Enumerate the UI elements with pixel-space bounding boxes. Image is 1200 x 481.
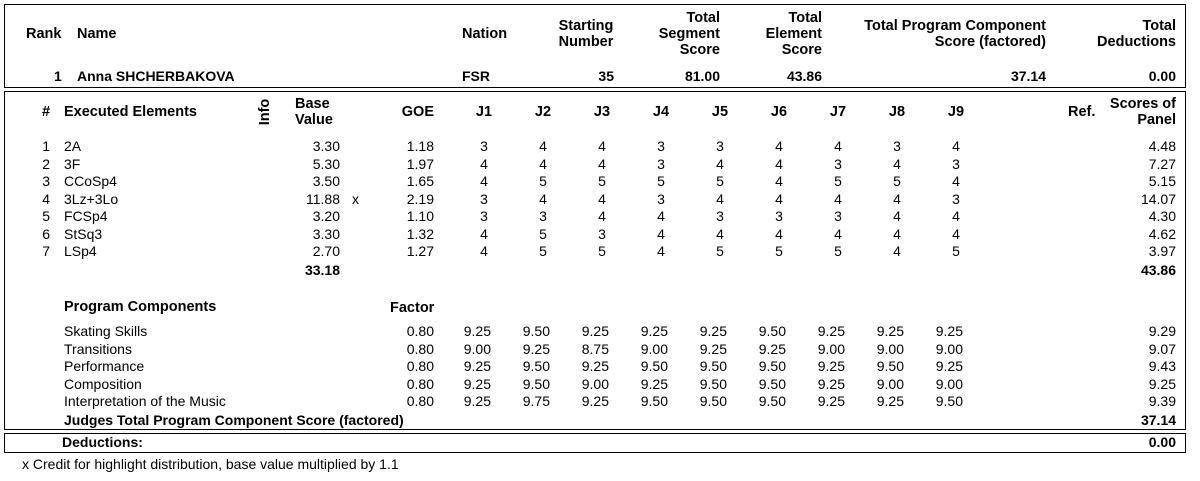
element-judge-score: 4 — [716, 190, 724, 207]
starting-number-header: Starting Number — [558, 18, 614, 50]
component-name: Interpretation of the Music — [64, 393, 226, 409]
skater-starting-number: 35 — [598, 68, 614, 84]
component-name: Transitions — [64, 340, 132, 357]
element-judge-score: 4 — [657, 225, 665, 242]
judges-total-pcs-value: 37.14 — [1140, 412, 1176, 428]
element-goe: 1.18 — [406, 138, 434, 154]
element-row-number: 6 — [42, 225, 50, 242]
rank-header: Rank — [26, 26, 62, 42]
deductions-box — [4, 433, 1186, 453]
element-judge-score: 4 — [716, 225, 724, 242]
element-code: StSq3 — [64, 225, 103, 242]
component-panel-score: 9.29 — [1148, 323, 1176, 339]
element-code: CCoSp4 — [64, 173, 117, 189]
component-judge-score: 9.25 — [581, 393, 609, 409]
judge-header-1: J1 — [475, 104, 493, 120]
deductions-value: 0.00 — [1148, 434, 1176, 450]
panel-header: Scores of Panel — [1109, 96, 1176, 128]
executed-elements-header: Executed Elements — [64, 104, 197, 120]
element-judge-score: 4 — [480, 155, 488, 172]
element-highlight-mark: x — [352, 190, 359, 207]
component-panel-score: 9.39 — [1148, 393, 1176, 409]
element-base-value: 3.30 — [312, 225, 340, 242]
element-judge-score: 3 — [480, 190, 488, 207]
component-judge-score: 9.50 — [935, 393, 963, 409]
element-judge-score: 3 — [952, 155, 960, 172]
element-code: FCSp4 — [64, 208, 108, 224]
component-factor: 0.80 — [406, 358, 434, 374]
component-judge-score: 9.00 — [935, 375, 963, 392]
component-factor: 0.80 — [406, 375, 434, 392]
component-judge-score: 9.25 — [640, 323, 668, 339]
component-judge-score: 9.50 — [758, 323, 786, 339]
component-panel-score: 9.43 — [1148, 358, 1176, 374]
component-judge-score: 9.00 — [463, 340, 491, 357]
element-judge-score: 3 — [834, 208, 842, 224]
element-judge-score: 3 — [480, 138, 488, 154]
component-judge-score: 9.50 — [758, 358, 786, 374]
element-goe: 1.27 — [406, 243, 434, 259]
component-judge-score: 8.75 — [581, 340, 609, 357]
factor-header: Factor — [390, 300, 435, 316]
element-judge-score: 4 — [893, 243, 901, 259]
judge-header-6: J6 — [770, 104, 788, 120]
element-base-value: 11.88 — [306, 190, 340, 207]
element-judge-score: 5 — [657, 173, 665, 189]
footnote: x Credit for highlight distribution, base value multiplied by 1.1 — [22, 456, 399, 472]
element-judge-score: 3 — [480, 208, 488, 224]
judge-header-4: J4 — [652, 104, 670, 120]
tss-header: Total Segment Score — [658, 10, 720, 58]
element-judge-score: 4 — [598, 138, 606, 154]
component-name: Skating Skills — [64, 323, 148, 339]
deductions-label: Deductions: — [62, 434, 143, 450]
deductions-header: Total Deductions — [1097, 18, 1176, 50]
component-judge-score: 9.25 — [935, 323, 963, 339]
component-judge-score: 9.75 — [522, 393, 550, 409]
component-panel-score: 9.07 — [1148, 340, 1176, 357]
element-panel-score: 4.48 — [1148, 138, 1176, 154]
component-factor: 0.80 — [406, 340, 434, 357]
component-judge-score: 9.00 — [876, 375, 904, 392]
component-judge-score: 9.50 — [758, 375, 786, 392]
judge-header-5: J5 — [711, 104, 729, 120]
element-judge-score: 4 — [952, 225, 960, 242]
element-row-number: 2 — [42, 155, 50, 172]
element-judge-score: 3 — [598, 225, 606, 242]
element-judge-score: 4 — [480, 225, 488, 242]
component-name: Performance — [64, 358, 145, 374]
judge-header-7: J7 — [829, 104, 847, 120]
judge-header-2: J2 — [534, 104, 552, 120]
element-judge-score: 3 — [952, 190, 960, 207]
element-code: 3Lz+3Lo — [64, 190, 119, 207]
component-judge-score: 9.25 — [758, 340, 786, 357]
element-row-number: 7 — [42, 243, 50, 259]
component-judge-score: 9.25 — [876, 323, 904, 339]
component-judge-score: 9.50 — [522, 358, 550, 374]
component-judge-score: 9.50 — [699, 393, 727, 409]
element-row-number: 4 — [42, 190, 50, 207]
element-judge-score: 5 — [539, 225, 547, 242]
element-base-value: 3.50 — [312, 173, 340, 189]
element-row-number: 3 — [42, 173, 50, 189]
skater-name: Anna SHCHERBAKOVA — [77, 68, 235, 84]
element-panel-score: 3.97 — [1148, 243, 1176, 259]
element-base-value: 2.70 — [312, 243, 340, 259]
component-panel-score: 9.25 — [1148, 375, 1176, 392]
name-header: Name — [77, 26, 117, 42]
component-judge-score: 9.25 — [463, 375, 491, 392]
element-base-value: 5.30 — [312, 155, 340, 172]
component-judge-score: 9.25 — [463, 393, 491, 409]
element-judge-score: 4 — [775, 225, 783, 242]
element-judge-score: 4 — [480, 243, 488, 259]
element-judge-score: 4 — [480, 173, 488, 189]
element-base-value: 3.20 — [312, 208, 340, 224]
element-judge-score: 5 — [775, 243, 783, 259]
judge-header-3: J3 — [593, 104, 611, 120]
element-goe: 1.10 — [406, 208, 434, 224]
element-code: LSp4 — [64, 243, 97, 259]
component-judge-score: 9.25 — [817, 393, 845, 409]
element-judge-score: 4 — [952, 138, 960, 154]
element-panel-score: 4.30 — [1148, 208, 1176, 224]
element-code: 3F — [64, 155, 81, 172]
info-header: Info — [257, 98, 273, 126]
element-judge-score: 4 — [539, 155, 547, 172]
element-judge-score: 4 — [834, 225, 842, 242]
element-panel-score: 5.15 — [1148, 173, 1176, 189]
component-judge-score: 9.00 — [935, 340, 963, 357]
element-judge-score: 3 — [716, 208, 724, 224]
element-judge-score: 3 — [657, 138, 665, 154]
element-judge-score: 4 — [775, 190, 783, 207]
component-judge-score: 9.25 — [817, 323, 845, 339]
skater-deductions: 0.00 — [1148, 68, 1176, 84]
element-judge-score: 4 — [598, 208, 606, 224]
element-judge-score: 5 — [716, 173, 724, 189]
element-goe: 1.32 — [406, 225, 434, 242]
skater-tss: 81.00 — [684, 68, 720, 84]
component-judge-score: 9.50 — [522, 323, 550, 339]
element-judge-score: 4 — [893, 208, 901, 224]
component-factor: 0.80 — [406, 393, 434, 409]
element-judge-score: 5 — [952, 243, 960, 259]
skater-nation: FSR — [462, 68, 490, 84]
element-judge-score: 4 — [716, 155, 724, 172]
element-judge-score: 4 — [539, 138, 547, 154]
program-components-title: Program Components — [64, 299, 217, 315]
element-judge-score: 5 — [716, 243, 724, 259]
component-judge-score: 9.50 — [640, 358, 668, 374]
component-judge-score: 9.25 — [581, 323, 609, 339]
element-judge-score: 4 — [775, 155, 783, 172]
component-judge-score: 9.25 — [817, 375, 845, 392]
element-num-header: # — [42, 104, 51, 120]
element-judge-score: 3 — [775, 208, 783, 224]
ref-header: Ref. — [1068, 104, 1096, 120]
element-row-number: 5 — [42, 208, 50, 224]
element-judge-score: 4 — [775, 173, 783, 189]
element-judge-score: 5 — [539, 173, 547, 189]
element-panel-score: 14.07 — [1140, 190, 1176, 207]
element-goe: 1.65 — [406, 173, 434, 189]
skater-pcs: 37.14 — [1010, 68, 1046, 84]
element-judge-score: 3 — [539, 208, 547, 224]
element-judge-score: 4 — [834, 190, 842, 207]
element-judge-score: 3 — [657, 190, 665, 207]
total-elements-panel: 43.86 — [1140, 262, 1176, 278]
component-judge-score: 9.25 — [876, 393, 904, 409]
element-judge-score: 4 — [775, 138, 783, 154]
judge-header-8: J8 — [888, 104, 906, 120]
element-judge-score: 4 — [657, 208, 665, 224]
total-base-value: 33.18 — [304, 262, 340, 278]
component-factor: 0.80 — [406, 323, 434, 339]
element-judge-score: 4 — [598, 155, 606, 172]
element-panel-score: 4.62 — [1148, 225, 1176, 242]
base-value-header: Base Value — [295, 96, 333, 128]
component-judge-score: 9.50 — [699, 375, 727, 392]
component-judge-score: 9.50 — [699, 358, 727, 374]
component-judge-score: 9.25 — [522, 340, 550, 357]
component-judge-score: 9.50 — [876, 358, 904, 374]
goe-header: GOE — [401, 104, 434, 120]
component-judge-score: 9.00 — [876, 340, 904, 357]
element-code: 2A — [64, 138, 82, 154]
component-judge-score: 9.25 — [581, 358, 609, 374]
component-judge-score: 9.50 — [522, 375, 550, 392]
nation-header: Nation — [462, 26, 508, 42]
component-judge-score: 9.25 — [699, 323, 727, 339]
element-judge-score: 5 — [598, 173, 606, 189]
component-judge-score: 9.25 — [640, 375, 668, 392]
element-judge-score: 3 — [834, 155, 842, 172]
pcs-header: Total Program Component Score (factored) — [864, 18, 1046, 50]
component-judge-score: 9.25 — [817, 358, 845, 374]
component-judge-score: 9.25 — [935, 358, 963, 374]
element-judge-score: 5 — [834, 173, 842, 189]
judges-total-pcs-label: Judges Total Program Component Score (factored) — [64, 412, 404, 428]
element-judge-score: 4 — [893, 225, 901, 242]
component-judge-score: 9.25 — [463, 358, 491, 374]
element-judge-score: 4 — [598, 190, 606, 207]
element-judge-score: 3 — [716, 138, 724, 154]
element-goe: 2.19 — [406, 190, 434, 207]
element-judge-score: 5 — [598, 243, 606, 259]
element-panel-score: 7.27 — [1148, 155, 1176, 172]
component-judge-score: 9.25 — [699, 340, 727, 357]
element-judge-score: 4 — [657, 243, 665, 259]
component-name: Composition — [64, 375, 142, 392]
component-judge-score: 9.50 — [758, 393, 786, 409]
component-judge-score: 9.00 — [817, 340, 845, 357]
skater-tes: 43.86 — [786, 68, 822, 84]
element-judge-score: 4 — [893, 155, 901, 172]
element-base-value: 3.30 — [312, 138, 340, 154]
element-judge-score: 4 — [952, 208, 960, 224]
element-judge-score: 5 — [834, 243, 842, 259]
element-judge-score: 5 — [539, 243, 547, 259]
component-judge-score: 9.00 — [581, 375, 609, 392]
element-judge-score: 5 — [893, 173, 901, 189]
element-judge-score: 4 — [539, 190, 547, 207]
element-judge-score: 4 — [893, 190, 901, 207]
element-judge-score: 3 — [893, 138, 901, 154]
element-judge-score: 3 — [657, 155, 665, 172]
skater-rank: 1 — [54, 68, 62, 84]
component-judge-score: 9.50 — [640, 393, 668, 409]
element-goe: 1.97 — [406, 155, 434, 172]
component-judge-score: 9.25 — [463, 323, 491, 339]
element-row-number: 1 — [42, 138, 50, 154]
element-judge-score: 4 — [952, 173, 960, 189]
component-judge-score: 9.00 — [640, 340, 668, 357]
judge-header-9: J9 — [947, 104, 965, 120]
element-judge-score: 4 — [834, 138, 842, 154]
tes-header: Total Element Score — [765, 10, 822, 58]
